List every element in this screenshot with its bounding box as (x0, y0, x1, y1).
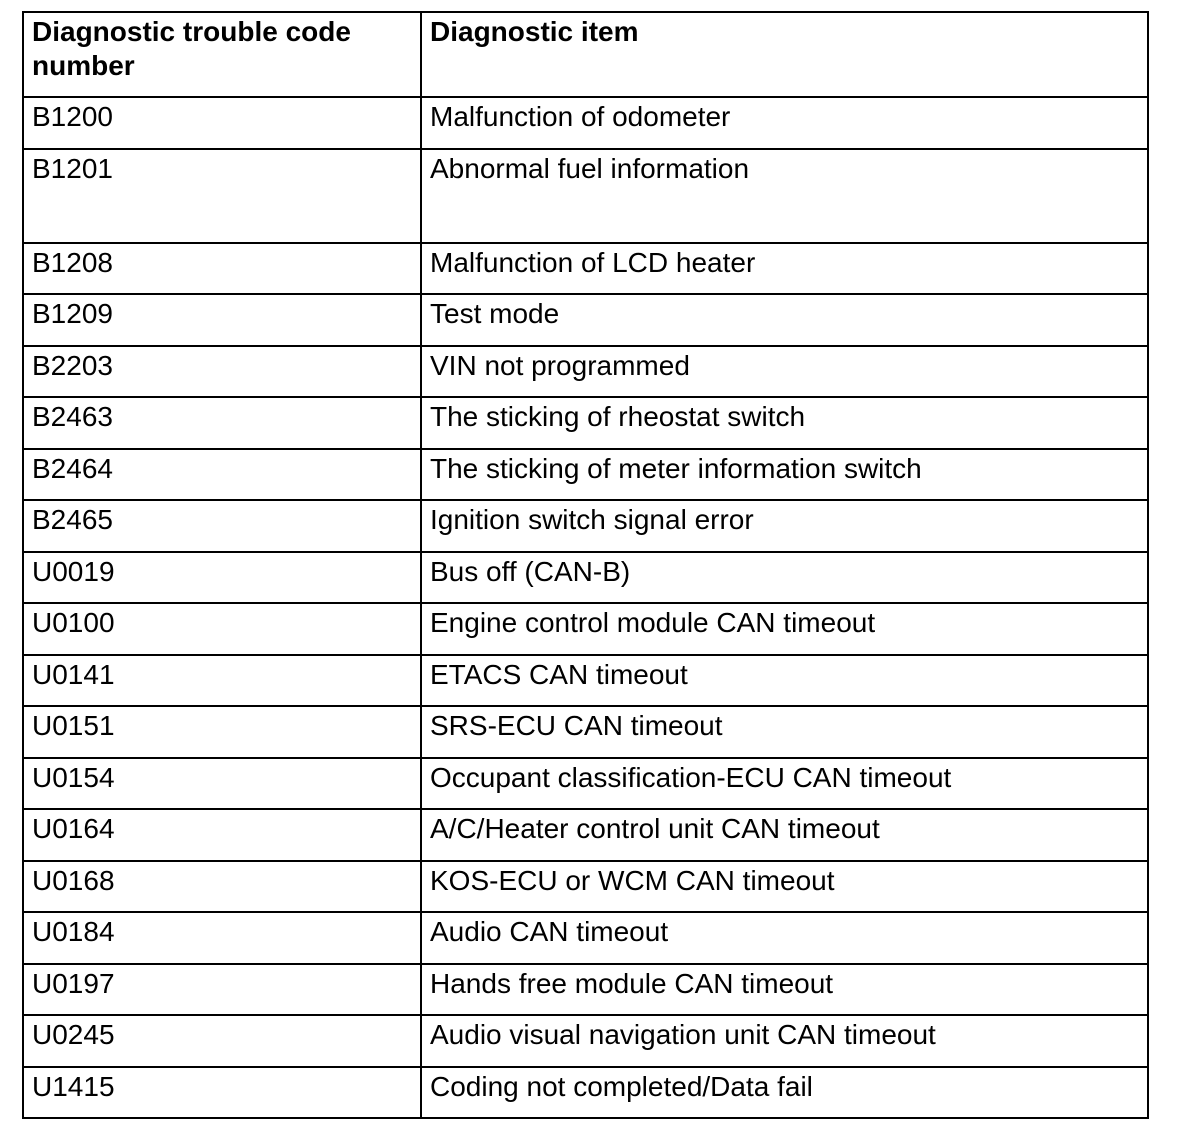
diagnostic-item-cell: The sticking of meter information switch (421, 449, 1148, 501)
table-row (23, 603, 1148, 655)
table-row (23, 1067, 1148, 1119)
dtc-code-cell: B1208 (23, 243, 421, 295)
diagnostic-item-cell: Hands free module CAN timeout (421, 964, 1148, 1016)
table-row (23, 912, 1148, 964)
dtc-code-cell: B2203 (23, 346, 421, 398)
diagnostic-item-cell: Audio CAN timeout (421, 912, 1148, 964)
dtc-table (22, 11, 1149, 1119)
diagnostic-item-cell: Coding not completed/Data fail (421, 1067, 1148, 1119)
dtc-code-cell: U0164 (23, 809, 421, 861)
table-row (23, 1015, 1148, 1067)
diagnostic-item-cell: KOS-ECU or WCM CAN timeout (421, 861, 1148, 913)
dtc-code-cell: U0141 (23, 655, 421, 707)
diagnostic-item-cell: Ignition switch signal error (421, 500, 1148, 552)
table-row (23, 449, 1148, 501)
dtc-code-cell: U0019 (23, 552, 421, 604)
table-row (23, 655, 1148, 707)
table-row (23, 552, 1148, 604)
header-code: Diagnostic trouble code number (23, 12, 421, 97)
diagnostic-item-cell: ETACS CAN timeout (421, 655, 1148, 707)
diagnostic-item-cell: Malfunction of LCD heater (421, 243, 1148, 295)
diagnostic-item-cell: The sticking of rheostat switch (421, 397, 1148, 449)
diagnostic-item-cell: Abnormal fuel information (421, 149, 1148, 243)
table-body (23, 97, 1148, 1118)
table-row (23, 758, 1148, 810)
table-header-row (23, 12, 1148, 97)
diagnostic-item-cell: Bus off (CAN-B) (421, 552, 1148, 604)
diagnostic-item-cell: Malfunction of odometer (421, 97, 1148, 149)
dtc-code-cell: U0245 (23, 1015, 421, 1067)
dtc-code-cell: B1209 (23, 294, 421, 346)
dtc-code-cell: U1415 (23, 1067, 421, 1119)
table-row (23, 500, 1148, 552)
table-row (23, 243, 1148, 295)
table-row (23, 149, 1148, 243)
dtc-code-cell: B2464 (23, 449, 421, 501)
table-row (23, 97, 1148, 149)
diagnostic-item-cell: Occupant classification-ECU CAN timeout (421, 758, 1148, 810)
dtc-code-cell: B2465 (23, 500, 421, 552)
table-row (23, 346, 1148, 398)
diagnostic-item-cell: Engine control module CAN timeout (421, 603, 1148, 655)
dtc-code-cell: B1201 (23, 149, 421, 243)
diagnostic-item-cell: VIN not programmed (421, 346, 1148, 398)
diagnostic-item-cell: Test mode (421, 294, 1148, 346)
dtc-code-cell: U0168 (23, 861, 421, 913)
table-row (23, 706, 1148, 758)
dtc-code-cell: U0197 (23, 964, 421, 1016)
dtc-code-cell: U0100 (23, 603, 421, 655)
diagnostic-item-cell: A/C/Heater control unit CAN timeout (421, 809, 1148, 861)
table-row (23, 809, 1148, 861)
table-row (23, 964, 1148, 1016)
table-row (23, 397, 1148, 449)
table-row (23, 861, 1148, 913)
dtc-code-cell: U0151 (23, 706, 421, 758)
header-item: Diagnostic item (421, 12, 1148, 97)
table-row (23, 294, 1148, 346)
diagnostic-item-cell: SRS-ECU CAN timeout (421, 706, 1148, 758)
dtc-code-cell: B2463 (23, 397, 421, 449)
diagnostic-item-cell: Audio visual navigation unit CAN timeout (421, 1015, 1148, 1067)
dtc-code-cell: B1200 (23, 97, 421, 149)
dtc-code-cell: U0184 (23, 912, 421, 964)
dtc-code-cell: U0154 (23, 758, 421, 810)
